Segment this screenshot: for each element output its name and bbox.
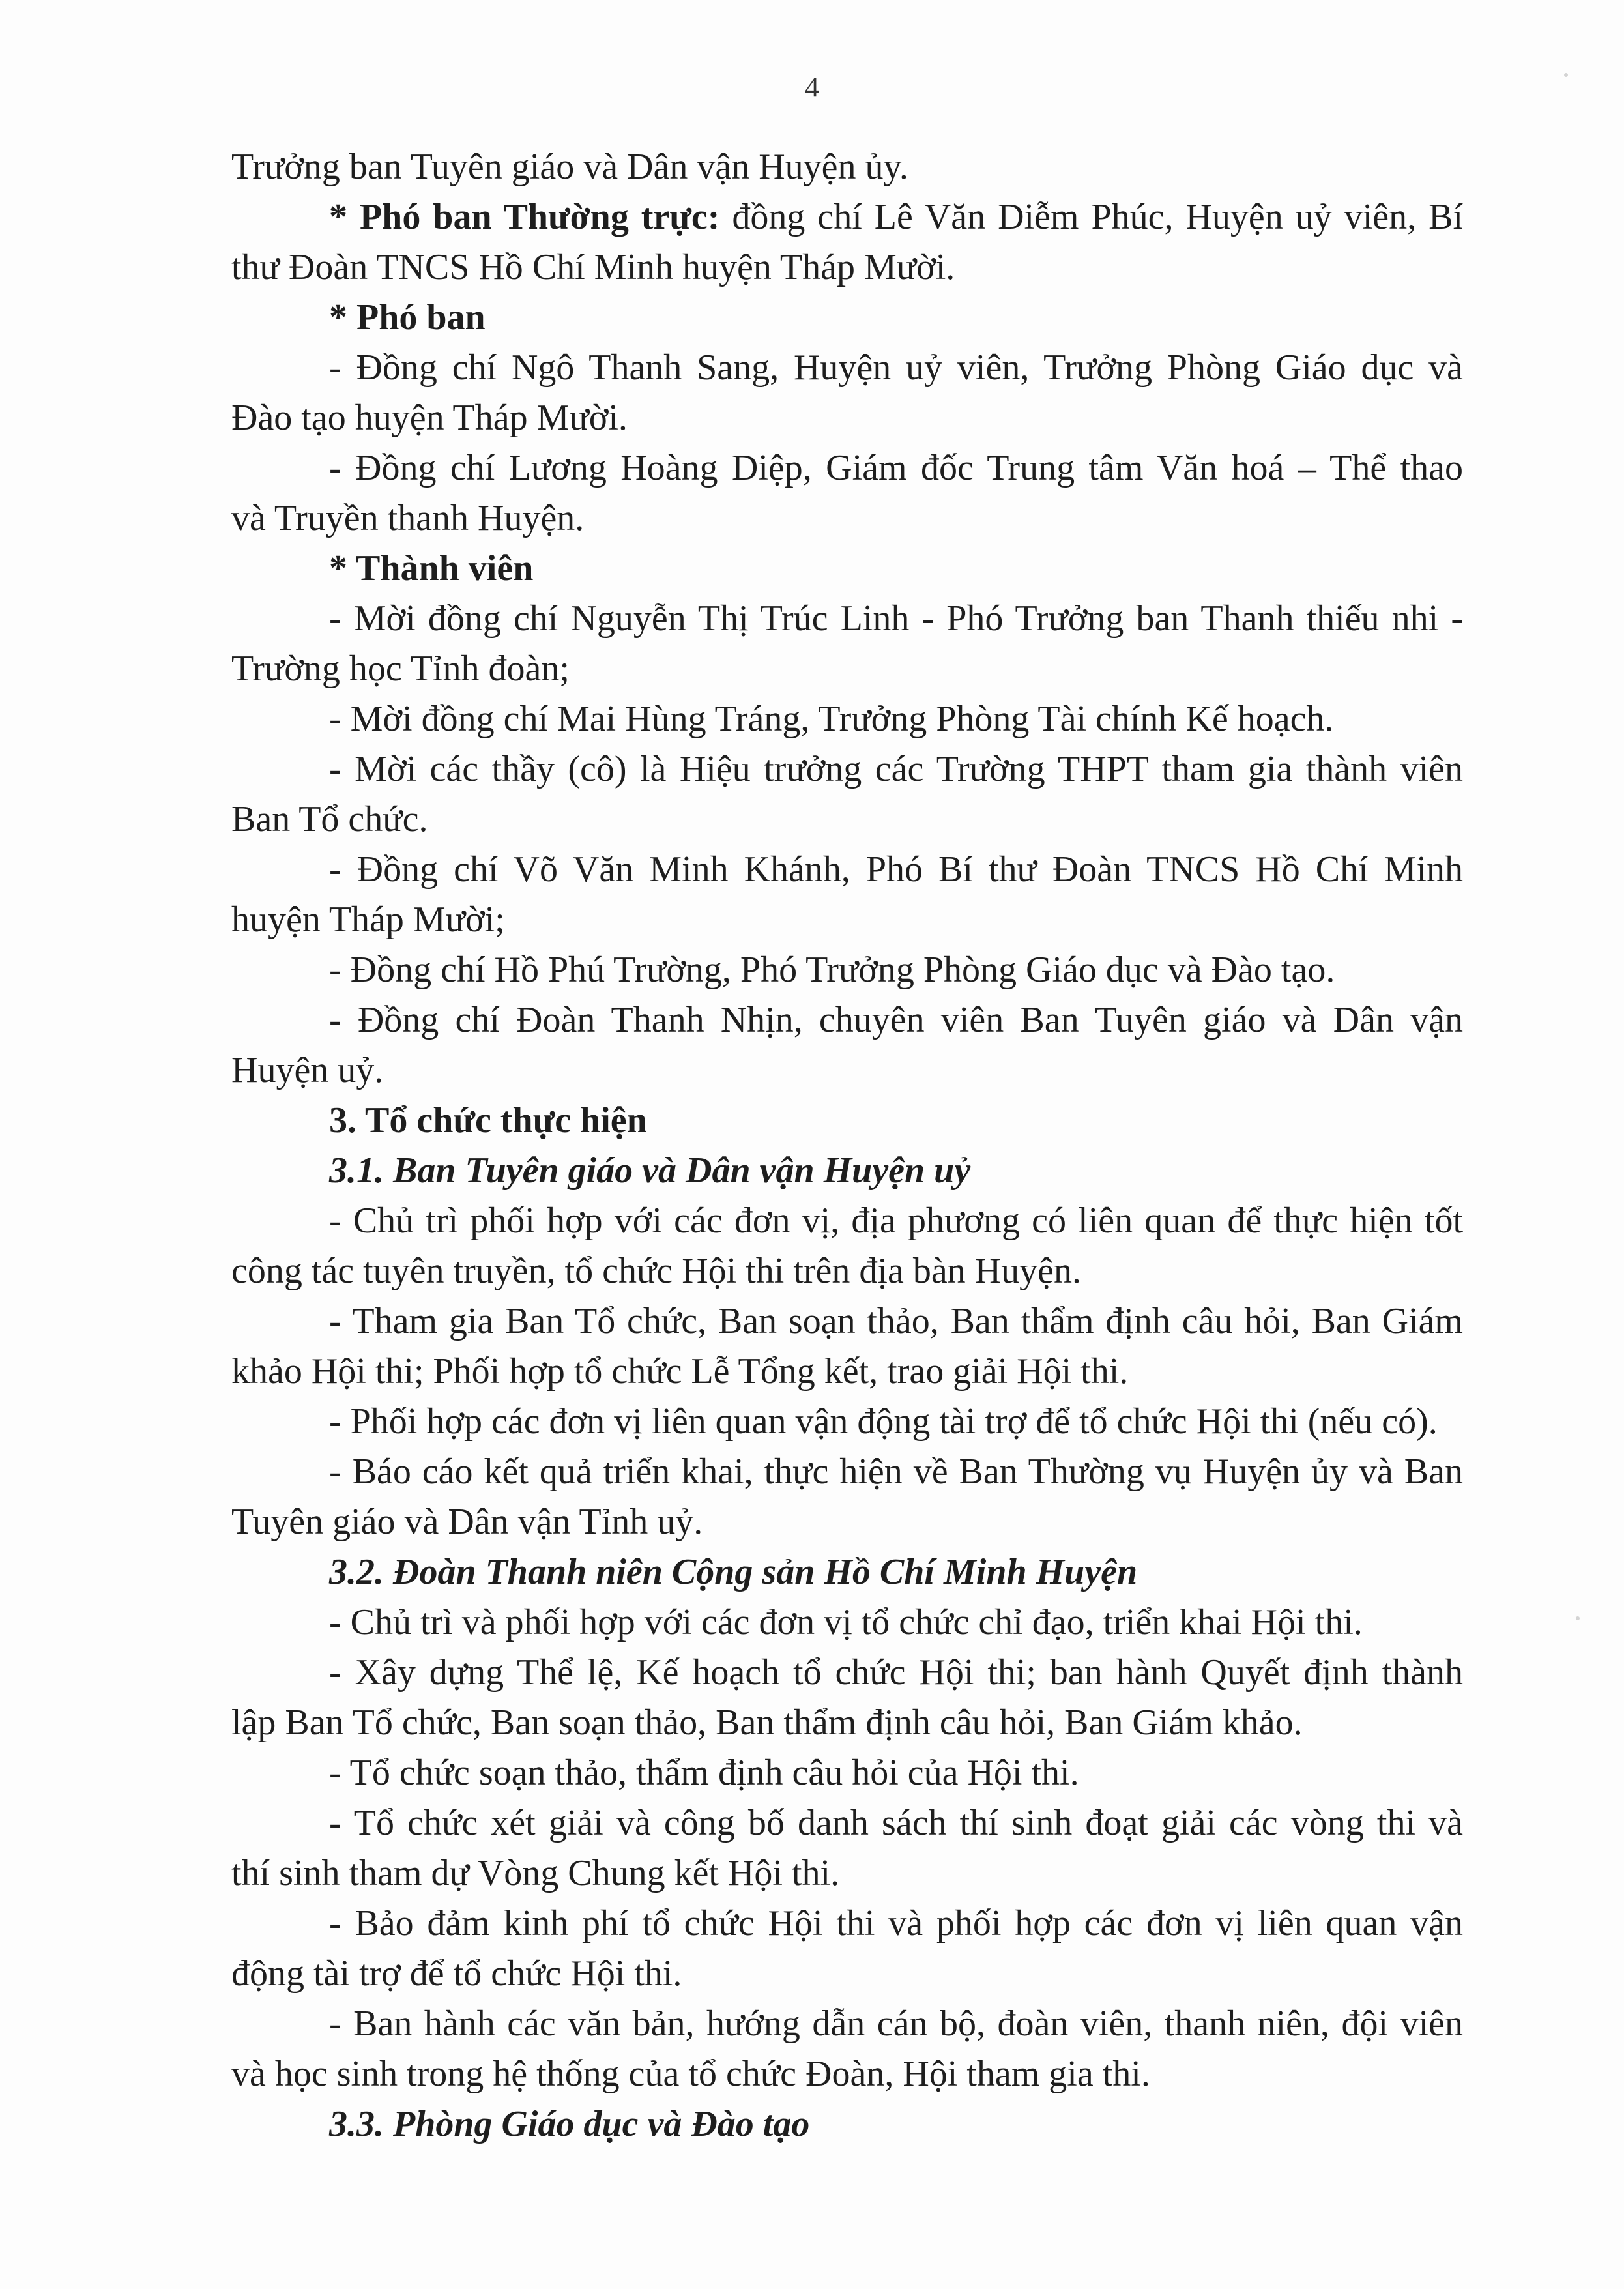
text-line: công tác tuyên truyền, tổ chức Hội thi trên địa bàn Huyện. xyxy=(231,1251,1081,1291)
text-line: - Mời đồng chí Nguyễn Thị Trúc Linh - Phó Trưởng ban Thanh thiếu nhi - xyxy=(329,598,1463,639)
text-line: Tuyên giáo và Dân vận Tỉnh uỷ. xyxy=(231,1502,703,1542)
text-line: - Tổ chức soạn thảo, thẩm định câu hỏi của Hội thi. xyxy=(329,1753,1079,1793)
text-line: lập Ban Tổ chức, Ban soạn thảo, Ban thẩm định câu hỏi, Ban Giám khảo. xyxy=(231,1702,1303,1743)
text-line: Ban Tổ chức. xyxy=(231,799,428,839)
scan-speck xyxy=(1576,1616,1580,1620)
text-line: - Ban hành các văn bản, hướng dẫn cán bộ, đoàn viên, thanh niên, đội viên xyxy=(329,2004,1463,2044)
text-line: Đào tạo huyện Tháp Mười. xyxy=(231,398,628,438)
text-line: thí sinh tham dự Vòng Chung kết Hội thi. xyxy=(231,1853,840,1893)
text-line: Trưởng ban Tuyên giáo và Dân vận Huyện ủy. xyxy=(231,147,908,187)
text-line: - Báo cáo kết quả triển khai, thực hiện về Ban Thường vụ Huyện ủy và Ban xyxy=(329,1451,1463,1492)
text-line: Huyện uỷ. xyxy=(231,1050,384,1090)
subsection-heading: 3.1. Ban Tuyên giáo và Dân vận Huyện uỷ xyxy=(329,1150,971,1191)
text-line: - Tham gia Ban Tổ chức, Ban soạn thảo, Ban thẩm định câu hỏi, Ban Giám xyxy=(329,1301,1463,1341)
section-heading: 3. Tổ chức thực hiện xyxy=(329,1100,647,1141)
text-line: - Xây dựng Thể lệ, Kế hoạch tổ chức Hội thi; ban hành Quyết định thành xyxy=(329,1652,1463,1693)
scan-speck xyxy=(1564,73,1568,77)
document-body xyxy=(231,142,1463,2150)
text-line: - Mời đồng chí Mai Hùng Tráng, Trưởng Phòng Tài chính Kế hoạch. xyxy=(329,699,1334,739)
text-line: và Truyền thanh Huyện. xyxy=(231,498,585,538)
text-line: - Chủ trì và phối hợp với các đơn vị tổ chức chỉ đạo, triển khai Hội thi. xyxy=(329,1602,1363,1642)
text-line: thư Đoàn TNCS Hồ Chí Minh huyện Tháp Mười. xyxy=(231,247,955,287)
text-line: - Chủ trì phối hợp với các đơn vị, địa phương có liên quan để thực hiện tốt xyxy=(329,1201,1463,1241)
text-line: - Tổ chức xét giải và công bố danh sách thí sinh đoạt giải các vòng thi và xyxy=(329,1803,1463,1843)
role-heading: * Thành viên xyxy=(329,548,534,589)
page-number: 4 xyxy=(805,71,819,103)
text-line: động tài trợ để tổ chức Hội thi. xyxy=(231,1953,682,1994)
text-line: huyện Tháp Mười; xyxy=(231,899,505,940)
text-line: Trường học Tỉnh đoàn; xyxy=(231,649,570,689)
subsection-heading: 3.3. Phòng Giáo dục và Đào tạo xyxy=(329,2104,810,2144)
text-line: - Đồng chí Đoàn Thanh Nhịn, chuyên viên Ban Tuyên giáo và Dân vận xyxy=(329,1000,1463,1040)
text-line: - Đồng chí Lương Hoàng Diệp, Giám đốc Trung tâm Văn hoá – Thể thao xyxy=(329,448,1463,488)
text-line: * Phó ban Thường trực: đồng chí Lê Văn Diễm Phúc, Huyện uỷ viên, Bí xyxy=(329,197,1463,237)
role-heading: * Phó ban xyxy=(329,297,486,338)
text-line: - Mời các thầy (cô) là Hiệu trưởng các Trường THPT tham gia thành viên xyxy=(329,749,1463,789)
subsection-heading: 3.2. Đoàn Thanh niên Cộng sản Hồ Chí Minh Huyện xyxy=(329,1552,1138,1592)
text-line: và học sinh trong hệ thống của tổ chức Đoàn, Hội tham gia thi. xyxy=(231,2054,1150,2094)
text-line: - Bảo đảm kinh phí tổ chức Hội thi và phối hợp các đơn vị liên quan vận xyxy=(329,1903,1463,1944)
text-line: - Phối hợp các đơn vị liên quan vận động tài trợ để tổ chức Hội thi (nếu có). xyxy=(329,1401,1438,1442)
text-line: khảo Hội thi; Phối hợp tổ chức Lễ Tổng kết, trao giải Hội thi. xyxy=(231,1351,1129,1392)
text-line: - Đồng chí Hồ Phú Trường, Phó Trưởng Phòng Giáo dục và Đào tạo. xyxy=(329,950,1335,990)
text-line: - Đồng chí Ngô Thanh Sang, Huyện uỷ viên, Trưởng Phòng Giáo dục và xyxy=(329,347,1463,388)
text-line: - Đồng chí Võ Văn Minh Khánh, Phó Bí thư Đoàn TNCS Hồ Chí Minh xyxy=(329,849,1463,890)
